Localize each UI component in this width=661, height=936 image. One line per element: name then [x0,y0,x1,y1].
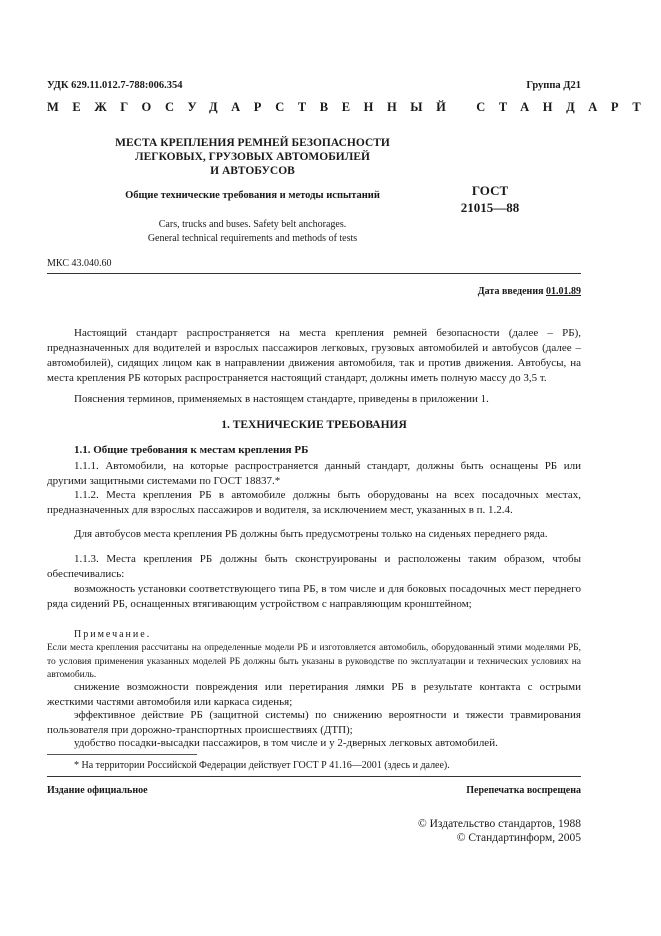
reprint-label: Перепечатка воспрещена [466,785,581,796]
gost-label: ГОСТ [471,183,509,198]
gost-number: 21015—88 [460,200,520,215]
group-code: Группа Д21 [526,80,581,91]
note-label: Примечание. [74,629,152,640]
paragraph-1-1-3-d: удобство посадки-высадки пассажиров, в том числе и у 2-дверных легковых автомобилей. [74,737,498,749]
paragraph-scope: Настоящий стандарт распространяется на места крепления ремней безопасности (далее – РБ), предназначенных для водителей и взрослых пассажиров легковых, грузовых автомобилей и автобусов (далее – автомобилей), сидящих лицом как в направлении движения автомобиля, так и против движения. Автобусы, на места крепления РБ которых распространяется настоящий стандарт, должны иметь полную массу до 3,5 т. [47,327,581,384]
copyright-line-2: © Стандартинформ, 2005 [456,832,581,844]
paragraph-1-1-2: 1.1.2. Места крепления РБ в автомобиле должны быть оборудованы на всех посадочных местах, предназначенных для взрослых пассажиров и водителя, за исключением мест, указанных в п. 1.2.4. [47,489,581,516]
document-subtitle: Общие технические требования и методы испытаний [125,190,380,201]
paragraph-1-1-3-a: возможность установки соответствующего типа РБ, в том числе и для боковых посадочных мест переднего ряда сидений РБ, оснащенных втягивающим устройством с направляющим кронштейном; [47,583,581,610]
intro-date-value: 01.01.89 [546,286,581,297]
english-title-line-1: Cars, trucks and buses. Safety belt anchorages. [158,219,347,230]
copyright-block [418,817,581,845]
paragraph-terms: Пояснения терминов, применяемых в настоящем стандарте, приведены в приложении 1. [74,393,489,405]
header-divider [47,273,581,274]
edition-label: Издание официальное [47,785,148,796]
paragraph-1-1-2-buses: Для автобусов места крепления РБ должны быть предусмотрены только на сиденьях переднего ряда. [74,528,548,540]
english-title [80,218,425,246]
intro-date [478,286,581,297]
section-heading: 1. ТЕХНИЧЕСКИЕ ТРЕБОВАНИЯ [221,419,407,431]
title-line-2: ЛЕГКОВЫХ, ГРУЗОВЫХ АВТОМОБИЛЕЙ [135,151,370,163]
standard-banner: МЕЖГОСУДАРСТВЕННЫЙ СТАНДАРТ [47,100,655,114]
title-line-1: МЕСТА КРЕПЛЕНИЯ РЕМНЕЙ БЕЗОПАСНОСТИ [115,137,390,149]
subsection-heading: 1.1. Общие требования к местам крепления РБ [74,444,309,456]
paragraph-1-1-3: 1.1.3. Места крепления РБ должны быть сконструированы и расположены таким образом, чтобы обеспечивались: [47,553,581,580]
gost-id [430,182,550,216]
paragraph-1-1-3-b: снижение возможности повреждения или перетирания лямки РБ в результате контакта с острыми жесткими частями автомобиля или каркаса сиденья; [47,681,581,708]
paragraph-1-1-1: 1.1.1. Автомобили, на которые распространяется данный стандарт, должны быть оснащены РБ или другими защитными системами по ГОСТ 18837.* [47,460,581,487]
english-title-line-2: General technical requirements and methods of tests [147,233,358,244]
title-line-3: И АВТОБУСОВ [210,165,295,177]
intro-date-label: Дата введения [477,286,544,297]
copyright-line-1: © Издательство стандартов, 1988 [417,818,581,830]
mks-code: МКС 43.040.60 [47,258,112,269]
paragraph-1-1-3-c: эффективное действие РБ (защитной системы) по снижению вероятности и тяжести травмирования пользователя при дорожно-транспортных происшествиях (ДТП); [47,709,581,736]
footnote-divider [47,754,197,755]
document-title [80,136,425,178]
footer-divider [47,776,581,777]
footnote: * На территории Российской Федерации действует ГОСТ Р 41.16—2001 (здесь и далее). [74,760,450,771]
udk-code: УДК 629.11.012.7-788:006.354 [47,80,183,91]
note-text: Если места крепления рассчитаны на определенные модели РБ и изготовляется автомобиль, оборудованный этими моделями РБ, то условия применения указанных моделей РБ должны быть указаны в руководстве по эксплуатации и технических условиях на автомобиль. [47,643,581,680]
